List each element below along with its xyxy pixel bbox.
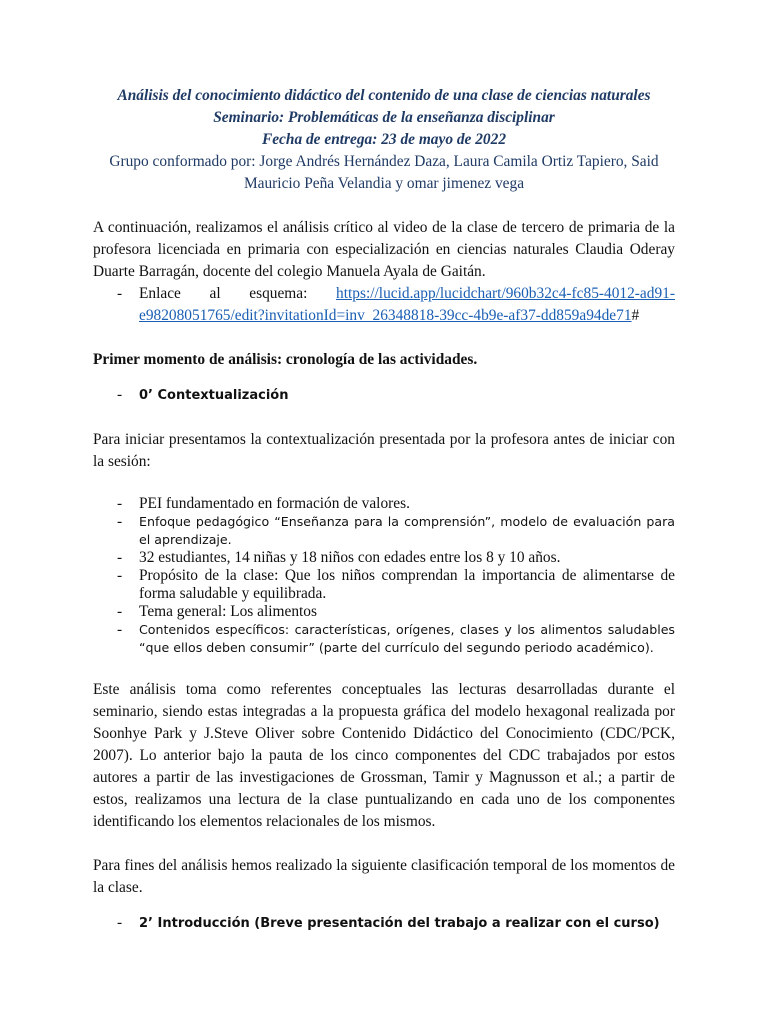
- seminar-title: Seminario: Problemáticas de la enseñanza disciplinar: [213, 109, 555, 126]
- context-list: [93, 495, 675, 657]
- list-item: - 32 estudiantes, 14 niñas y 18 niños con edades entre los 8 y 10 años.: [117, 549, 561, 566]
- moment-introduccion: 2’ Introducción (Breve presentación del trabajo a realizar con el curso): [139, 916, 660, 931]
- lucidchart-link-part2[interactable]: e98208051765/edit?invitationId=inv_26348818-39cc-4b9e-af37-dd859a94de71: [139, 307, 632, 324]
- link-hash: #: [631, 307, 640, 324]
- intro-paragraph: A continuación, realizamos el análisis crítico al video de la clase de tercero de primaria de la profesora licenciada en primaria con especialización en ciencias naturales Claudia Oderay Duarte Barragán, docente del colegio Manuela Ayala de Gaitán.: [93, 219, 675, 280]
- list-item: - Enfoque pedagógico “Enseñanza para la comprensión”, modelo de evaluación para el aprendizaje.: [117, 513, 675, 547]
- section-heading: Primer momento de análisis: cronología de las actividades.: [93, 351, 478, 368]
- link-list: [93, 283, 675, 327]
- link-label-word: Enlace: [139, 285, 181, 302]
- list-item: - Tema general: Los alimentos: [117, 603, 317, 620]
- group-members-line2: Mauricio Peña Velandia y omar jimenez vega: [243, 175, 525, 192]
- link-label-word: al: [209, 285, 221, 302]
- classification-paragraph: Para fines del análisis hemos realizado la siguiente clasificación temporal de los momentos de la clase.: [93, 857, 675, 896]
- list-item: - Propósito de la clase: Que los niños comprendan la importancia de alimentarse de forma saludable y equilibrada.: [117, 567, 675, 602]
- moment-list: [93, 912, 675, 935]
- lucidchart-link-part1[interactable]: https://lucid.app/lucidchart/960b32c4-fc85-4012-ad91-: [336, 285, 675, 302]
- moment-item: - 2’ Introducción (Breve presentación del trabajo a realizar con el curso): [117, 914, 660, 931]
- link-list-item: [93, 283, 675, 327]
- analysis-paragraph: Este análisis toma como referentes conceptuales las lecturas desarrolladas durante el seminario, siendo estas integradas a la propuesta gráfica del modelo hexagonal realizada por Soonhye Park y J.Steve Oliver sobre Contenido Didáctico del Conocimiento (CDC/PCK, 2007). Lo anterior bajo la pauta de los cinco componentes del CDC trabajados por estos autores a partir de las investigaciones de Grossman, Tamir y Magnusson et al.; a partir de estos, realizamos una lectura de la clase puntualizando en cada uno de los componentes identificando los elementos relacionales de los mismos.: [93, 681, 675, 830]
- due-date: Fecha de entrega: 23 de mayo de 2022: [261, 131, 507, 148]
- document-header: [93, 85, 675, 195]
- link-label-word: esquema:: [249, 285, 308, 302]
- group-members-line1: Grupo conformado por: Jorge Andrés Hernández Daza, Laura Camila Ortiz Tapiero, Said: [109, 153, 659, 170]
- moment-item: - 0’ Contextualización: [117, 386, 289, 403]
- context-paragraph: Para iniciar presentamos la contextualización presentada por la profesora antes de iniciar con la sesión:: [93, 431, 675, 470]
- dash-bullet: -: [117, 285, 123, 302]
- moment-list: [93, 384, 675, 407]
- list-item: - Contenidos específicos: características, orígenes, clases y los alimentos saludables “que ellos deben consumir” (parte del currículo del segundo periodo académico).: [117, 621, 675, 655]
- document-title: Análisis del conocimiento didáctico del contenido de una clase de ciencias naturales: [117, 87, 651, 104]
- moment-contextualizacion: 0’ Contextualización: [139, 388, 289, 403]
- list-item: - PEI fundamentado en formación de valores.: [117, 495, 410, 512]
